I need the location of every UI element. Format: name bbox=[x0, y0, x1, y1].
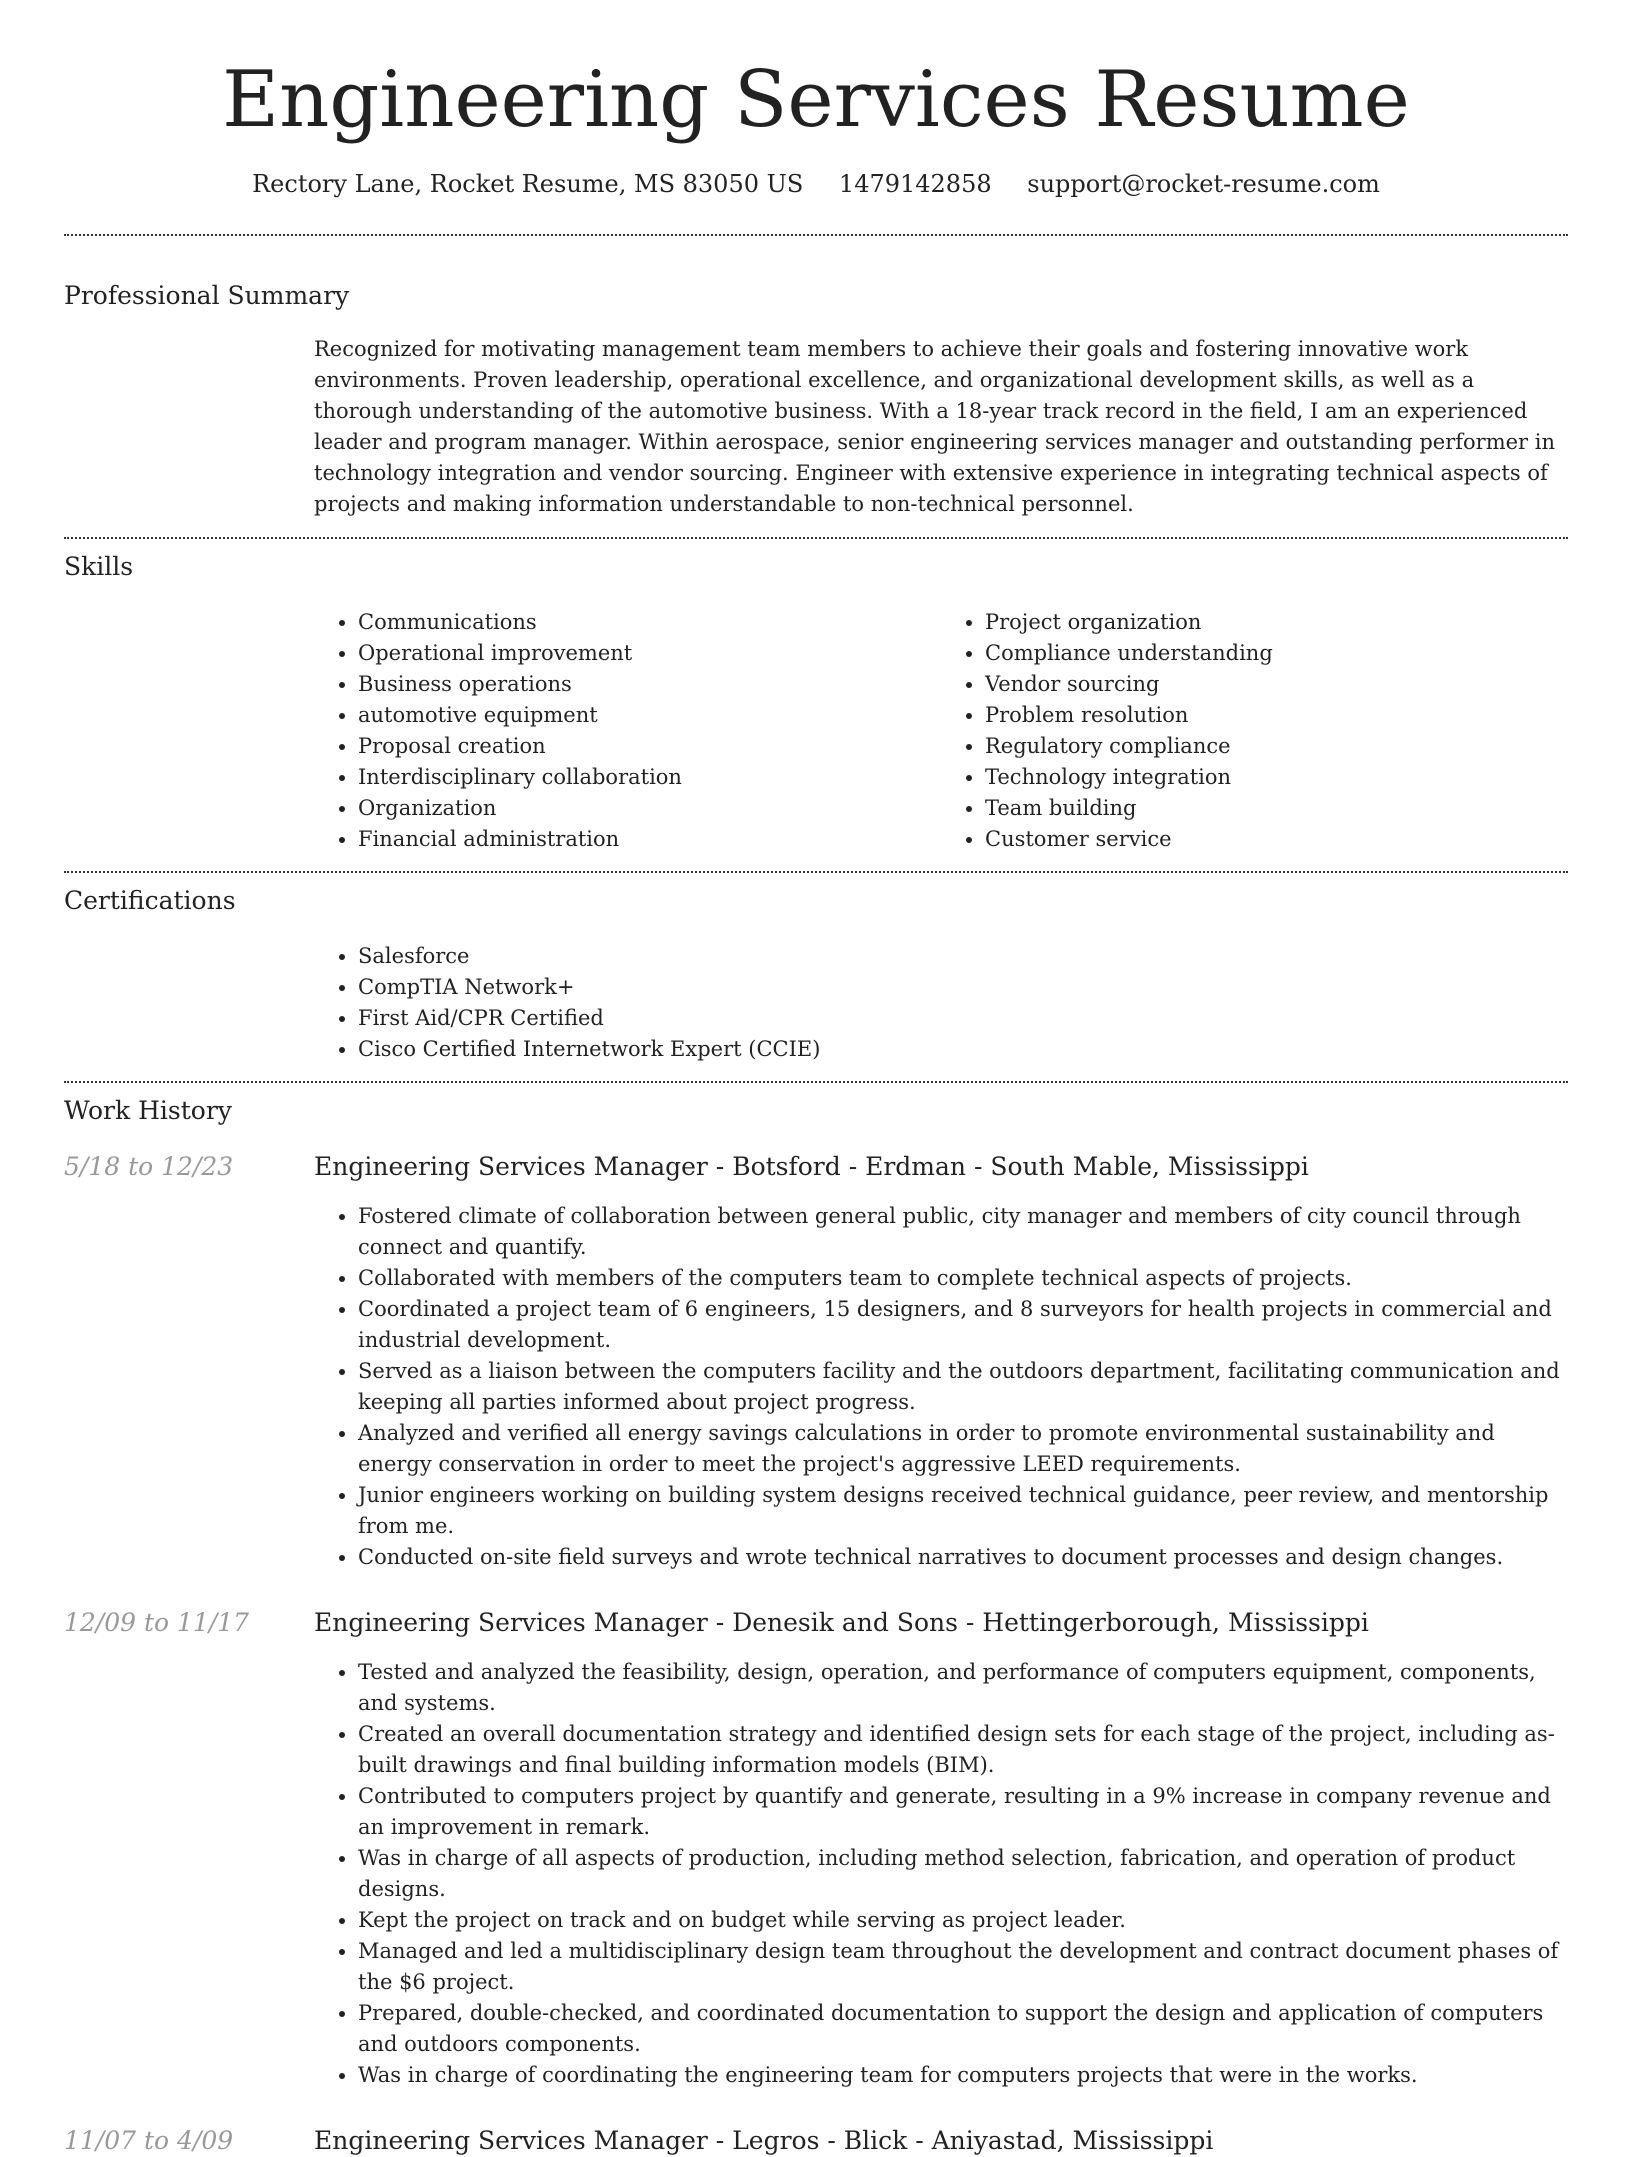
job-entry bbox=[64, 1607, 1568, 2091]
resume-title: Engineering Services Resume bbox=[222, 55, 1410, 145]
job-bullet: • Fostered climate of collaboration between general public, city manager and members of city council through connect and quantify. bbox=[358, 1201, 1568, 1263]
job-bullet: • Junior engineers working on building system designs received technical guidance, peer review, and mentorship from me. bbox=[358, 1480, 1568, 1542]
resume-page bbox=[64, 0, 1568, 2157]
job-bullet: • Kept the project on track and on budget while serving as project leader. bbox=[358, 1905, 1568, 1936]
contact-line bbox=[64, 168, 1568, 200]
divider bbox=[64, 1081, 1568, 1083]
skills-list bbox=[314, 607, 1568, 855]
job-bullet: • Collaborated with members of the computers team to complete technical aspects of projects. bbox=[358, 1263, 1568, 1294]
job-bullet: • Was in charge of coordinating the engineering team for computers projects that were in the works. bbox=[358, 2060, 1568, 2091]
job-details bbox=[314, 2125, 1568, 2157]
job-entry bbox=[64, 2125, 1568, 2157]
skill-item: • Technology integration bbox=[985, 762, 1568, 793]
certification-item: • CompTIA Network+ bbox=[358, 972, 1568, 1003]
skill-item: • Proposal creation bbox=[358, 731, 941, 762]
skill-item: • Business operations bbox=[358, 669, 941, 700]
job-entry bbox=[64, 1151, 1568, 1573]
contact-email: support@rocket-resume.com bbox=[1027, 170, 1380, 198]
job-bullet: • Prepared, double-checked, and coordinated documentation to support the design and application of computers and outdoors components. bbox=[358, 1998, 1568, 2060]
skill-item: • Project organization bbox=[985, 607, 1568, 638]
certification-item: • Salesforce bbox=[358, 941, 1568, 972]
work-history-list bbox=[64, 1151, 1568, 2157]
job-bullet: • Created an overall documentation strategy and identified design sets for each stage of the project, including as-built drawings and final building information models (BIM). bbox=[358, 1719, 1568, 1781]
divider bbox=[64, 234, 1568, 236]
job-title: Engineering Services Manager - Legros - Blick - Aniyastad, Mississippi bbox=[314, 2126, 1214, 2155]
skill-item: • Operational improvement bbox=[358, 638, 941, 669]
job-bullet: • Contributed to computers project by quantify and generate, resulting in a 9% increase in company revenue and an improvement in remark. bbox=[358, 1781, 1568, 1843]
divider bbox=[64, 871, 1568, 873]
skill-item: • Regulatory compliance bbox=[985, 731, 1568, 762]
job-bullet: • Coordinated a project team of 6 engineers, 15 designers, and 8 surveyors for health projects in commercial and industrial development. bbox=[358, 1294, 1568, 1356]
skill-item: • Customer service bbox=[985, 824, 1568, 855]
job-bullet: • Conducted on-site field surveys and wrote technical narratives to document processes and design changes. bbox=[358, 1542, 1568, 1573]
certifications-list bbox=[314, 941, 1568, 1065]
skill-item: • Interdisciplinary collaboration bbox=[358, 762, 941, 793]
job-dates: 5/18 to 12/23 bbox=[64, 1152, 234, 1181]
skill-item: • Vendor sourcing bbox=[985, 669, 1568, 700]
job-bullet: • Analyzed and verified all energy savings calculations in order to promote environmental sustainability and energy conservation in order to meet the project's aggressive LEED requirements. bbox=[358, 1418, 1568, 1480]
job-dates: 12/09 to 11/17 bbox=[64, 1608, 250, 1637]
skill-item: • Team building bbox=[985, 793, 1568, 824]
certifications-heading: Certifications bbox=[64, 886, 236, 915]
job-title: Engineering Services Manager - Botsford - Erdman - South Mable, Mississippi bbox=[314, 1152, 1309, 1181]
skill-item: • Compliance understanding bbox=[985, 638, 1568, 669]
job-title: Engineering Services Manager - Denesik and Sons - Hettingerborough, Mississippi bbox=[314, 1608, 1369, 1637]
contact-phone: 1479142858 bbox=[838, 170, 992, 198]
job-details bbox=[314, 1607, 1568, 2091]
skill-item: • Communications bbox=[358, 607, 941, 638]
certification-item: • First Aid/CPR Certified bbox=[358, 1003, 1568, 1034]
skill-item: • Problem resolution bbox=[985, 700, 1568, 731]
certification-item: • Cisco Certified Internetwork Expert (CCIE) bbox=[358, 1034, 1568, 1065]
job-bullet: • Tested and analyzed the feasibility, design, operation, and performance of computers equipment, components, and systems. bbox=[358, 1657, 1568, 1719]
summary-heading: Professional Summary bbox=[64, 281, 350, 310]
summary-text: Recognized for motivating management team members to achieve their goals and fostering innovative work environments. Proven leadership, operational excellence, and organizational development skills, as well as a thorough understanding of the automotive business. With a 18-year track record in the field, I am an experienced leader and program manager. Within aerospace, senior engineering services manager and outstanding performer in technology integration and vendor sourcing. Engineer with extensive experience in integrating technical aspects of projects and making information understandable to non-technical personnel. bbox=[314, 337, 1555, 516]
work-history-heading: Work History bbox=[64, 1096, 232, 1125]
job-bullets bbox=[314, 1657, 1568, 2091]
job-bullet: • Served as a liaison between the computers facility and the outdoors department, facilitating communication and keeping all parties informed about project progress. bbox=[358, 1356, 1568, 1418]
divider bbox=[64, 537, 1568, 539]
skill-item: • automotive equipment bbox=[358, 700, 941, 731]
job-bullets bbox=[314, 1201, 1568, 1573]
certifications-items bbox=[314, 941, 1568, 1065]
job-bullet: • Managed and led a multidisciplinary design team throughout the development and contract document phases of the $6 project. bbox=[358, 1936, 1568, 1998]
skill-item: • Organization bbox=[358, 793, 941, 824]
skills-heading: Skills bbox=[64, 552, 134, 581]
job-details bbox=[314, 1151, 1568, 1573]
contact-address: Rectory Lane, Rocket Resume, MS 83050 US bbox=[252, 170, 804, 198]
skills-column-right bbox=[941, 607, 1568, 855]
job-dates: 11/07 to 4/09 bbox=[64, 2126, 234, 2155]
job-bullet: • Was in charge of all aspects of production, including method selection, fabrication, and operation of product designs. bbox=[358, 1843, 1568, 1905]
skills-column-left bbox=[314, 607, 941, 855]
skill-item: • Financial administration bbox=[358, 824, 941, 855]
